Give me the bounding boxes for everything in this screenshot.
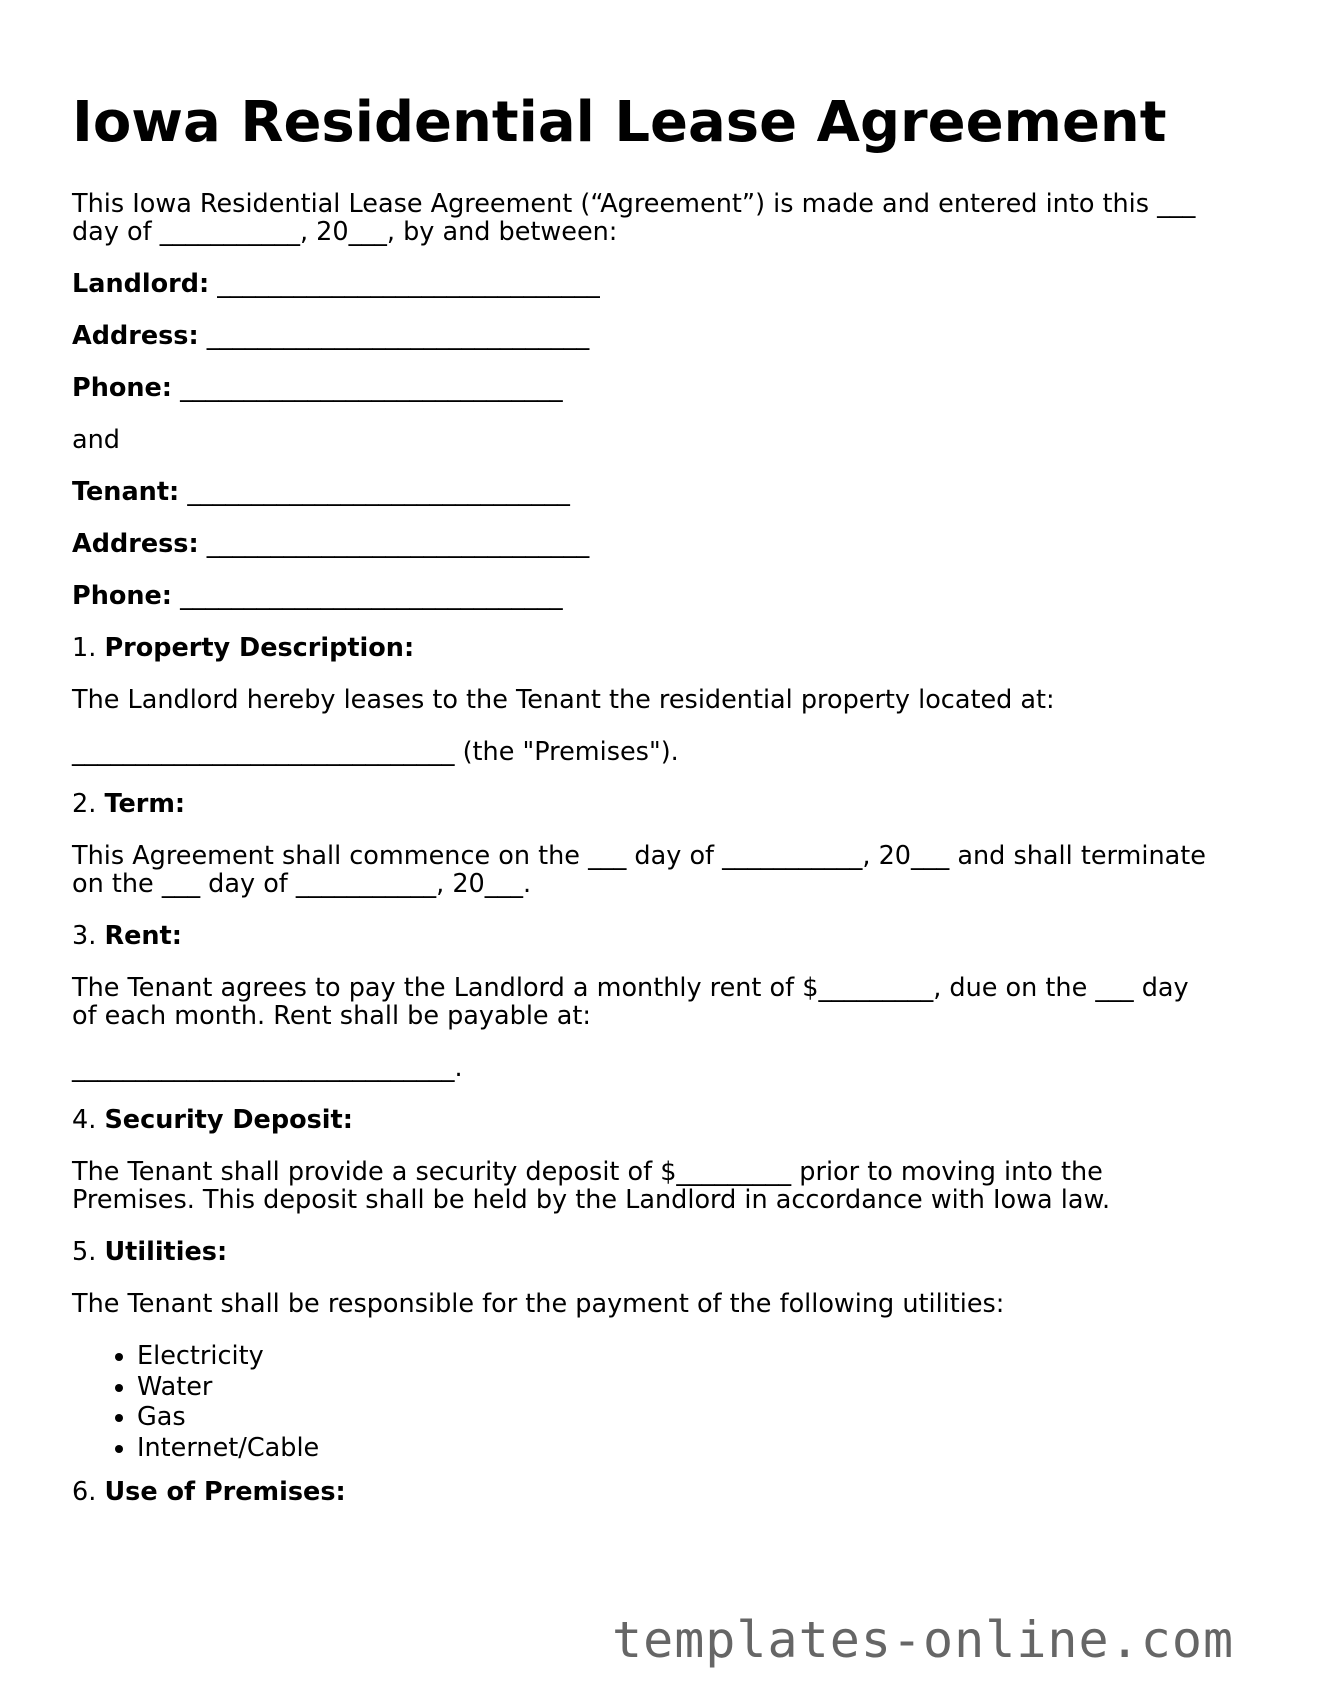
- and-text: and: [72, 425, 120, 455]
- rent-line-2: of each month. Rent shall be payable at:: [72, 1001, 591, 1031]
- tenant-address-label: Address:: [72, 529, 199, 559]
- document-title: Iowa Residential Lease Agreement: [72, 90, 1167, 155]
- landlord-phone-field: [72, 373, 563, 403]
- section-heading-use: [72, 1477, 346, 1507]
- intro-line-1: This Iowa Residential Lease Agreement (“Agreement”) is made and entered into this ___: [72, 189, 1196, 219]
- term-line-2: on the ___ day of ___________, 20___.: [72, 869, 532, 899]
- tenant-phone-label: Phone:: [72, 581, 173, 611]
- tenant-name-field: [72, 477, 570, 507]
- section-title: Term:: [104, 789, 186, 819]
- landlord-phone-label: Phone:: [72, 373, 173, 403]
- section-number: 6.: [72, 1477, 105, 1507]
- landlord-blank: ______________________________: [209, 269, 600, 299]
- property-blank-line: ______________________________ (the "Premises").: [72, 737, 679, 767]
- deposit-line-2: Premises. This deposit shall be held by the Landlord in accordance with Iowa law.: [72, 1185, 1111, 1215]
- section-heading-deposit: [72, 1105, 353, 1135]
- rent-line-1: The Tenant agrees to pay the Landlord a monthly rent of $_________, due on the ___ day: [72, 973, 1189, 1003]
- section-number: 2.: [72, 789, 105, 819]
- rent-blank-line: ______________________________.: [72, 1053, 463, 1083]
- landlord-phone-blank: ______________________________: [172, 373, 563, 403]
- section-number: 4.: [72, 1105, 105, 1135]
- utilities-text: The Tenant shall be responsible for the payment of the following utilities:: [72, 1289, 1005, 1319]
- term-line-1: This Agreement shall commence on the ___ day of ___________, 20___ and shall terminate: [72, 841, 1206, 871]
- section-heading-utilities: [72, 1237, 227, 1267]
- intro-line-2: day of ___________, 20___, by and between:: [72, 217, 618, 247]
- tenant-phone-field: [72, 581, 563, 611]
- section-number: 1.: [72, 633, 105, 663]
- tenant-address-blank: ______________________________: [198, 529, 590, 559]
- section-heading-rent: [72, 921, 182, 951]
- list-item: • Internet/Cable: [137, 1433, 319, 1464]
- section-number: 3.: [72, 921, 105, 951]
- section-heading-term: [72, 789, 185, 819]
- watermark-text: templates-online.com: [612, 1611, 1235, 1669]
- section-title: Rent:: [104, 921, 182, 951]
- tenant-phone-blank: ______________________________: [172, 581, 563, 611]
- tenant-blank: ______________________________: [179, 477, 570, 507]
- tenant-label: Tenant:: [72, 477, 180, 507]
- tenant-address-field: [72, 529, 589, 559]
- landlord-name-field: [72, 269, 600, 299]
- landlord-address-label: Address:: [72, 321, 199, 351]
- utilities-list: [72, 1341, 319, 1463]
- property-text: The Landlord hereby leases to the Tenant the residential property located at:: [72, 685, 1055, 715]
- section-title: Use of Premises:: [104, 1477, 346, 1507]
- section-heading-property: [72, 633, 414, 663]
- landlord-address-blank: ______________________________: [198, 321, 590, 351]
- list-item: • Electricity: [137, 1341, 319, 1372]
- landlord-address-field: [72, 321, 589, 351]
- landlord-label: Landlord:: [72, 269, 210, 299]
- deposit-line-1: The Tenant shall provide a security deposit of $_________ prior to moving into the: [72, 1157, 1103, 1187]
- section-title: Utilities:: [104, 1237, 228, 1267]
- section-title: Property Description:: [104, 633, 415, 663]
- section-number: 5.: [72, 1237, 105, 1267]
- list-item: • Water: [137, 1372, 319, 1403]
- list-item: • Gas: [137, 1402, 319, 1433]
- section-title: Security Deposit:: [104, 1105, 353, 1135]
